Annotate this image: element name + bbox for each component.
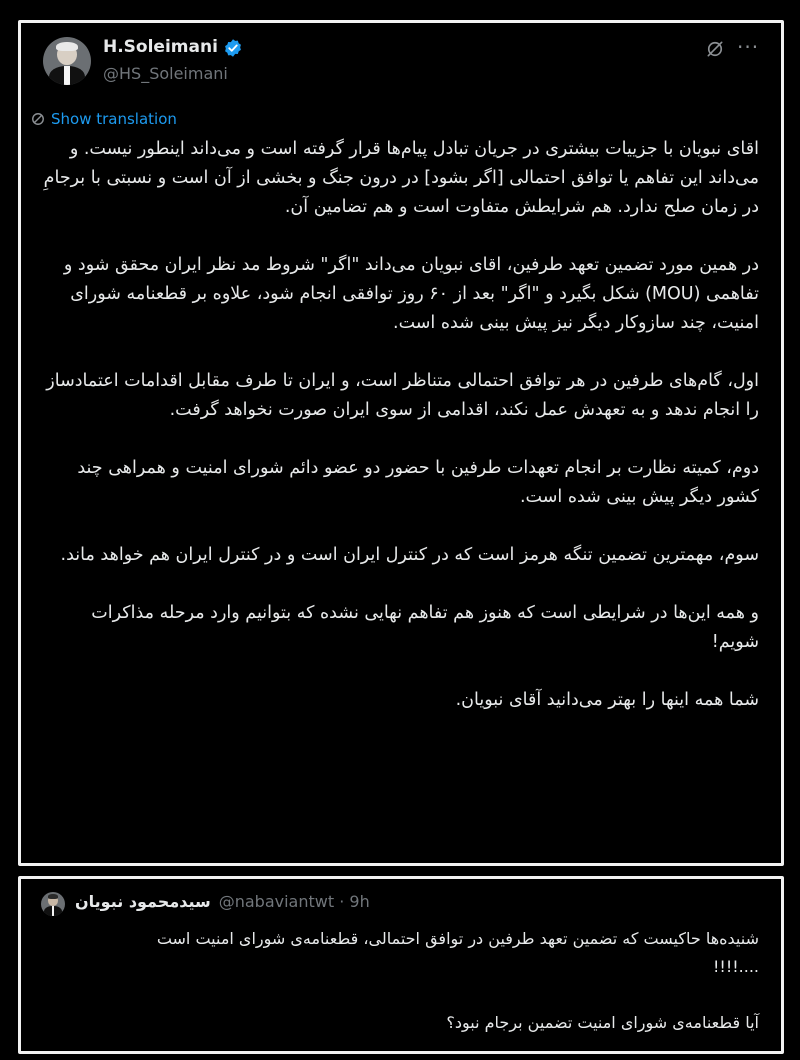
tweet-paragraph: دوم، کمیته نظارت بر انجام تعهدات طرفین با حضور دو عضو دائم شورای امنیت و همراهی چند کشور دیگر پیش بینی شده است.	[77, 458, 759, 507]
more-options-icon[interactable]: ···	[737, 35, 760, 59]
verified-badge-icon	[223, 38, 243, 58]
quoted-line: شنیده‌ها حاکیست که تضمین تعهد طرفین در توافق احتمالی، قطعنامه‌ی شورای امنیت است	[156, 929, 759, 948]
author-avatar[interactable]	[43, 37, 91, 85]
quoted-tweet-header	[75, 892, 370, 911]
show-translation-link[interactable]	[31, 110, 177, 128]
translate-icon	[31, 112, 45, 126]
quoted-author-name[interactable]: سیدمحمود نبویان	[75, 892, 211, 911]
meta-separator: ·	[339, 892, 345, 911]
quoted-tweet-card[interactable]	[18, 876, 784, 1054]
quoted-line: !!!!....	[713, 957, 759, 976]
tweet-text	[39, 135, 759, 715]
quoted-tweet-text	[39, 925, 759, 1037]
quoted-author-handle[interactable]: @nabaviantwt	[218, 892, 335, 911]
tweet-paragraph: و همه این‌ها در شرایطی است که هنوز هم تفاهم نهایی نشده که بتوانیم وارد مرحله مذاکرات شویم!	[91, 603, 759, 652]
quoted-line: آیا قطعنامه‌ی شورای امنیت تضمین برجام نبود؟	[446, 1013, 759, 1032]
show-translation-label[interactable]: Show translation	[51, 110, 177, 128]
author-handle[interactable]: @HS_Soleimani	[103, 64, 228, 83]
tweet-paragraph: در همین مورد تضمین تعهد طرفین، اقای نبویان می‌داند "اگر" شروط مد نظر ایران محقق شود و تفاهمی (MOU) شکل بگیرد و "اگر" بعد از ۶۰ روز توافقی انجام شود، علاوه بر قطعنامه شورای امنیت، چند سازوکار دیگر نیز پیش بینی شده است.	[63, 255, 759, 333]
tweet-paragraph: سوم، مهمترین تضمین تنگه هرمز است که در کنترل ایران است و در کنترل ایران هم خواهد ماند.	[60, 545, 759, 565]
tweet-paragraph: شما همه اینها را بهتر می‌دانید آقای نبویان.	[455, 690, 759, 710]
tweet-paragraph: اقای نبویان با جزییات بیشتری در جریان تبادل پیام‌ها قرار گرفته است و می‌داند اینطور نیست. و می‌داند این تفاهم یا توافق احتمالی [اگر بشود] در درون جنگ و بخشی از آن است و نسبتی با برجامِ در زمان صلح ندارد. هم شرایطش متفاوت است و هم تضامین آن.	[43, 139, 759, 217]
quoted-author-avatar[interactable]	[41, 892, 65, 916]
tweet-paragraph: اول، گام‌های طرفین در هر توافق احتمالی متناظر است، و ایران تا طرف مقابل اقدامات اعتمادساز را انجام ندهد و به تعهدش عمل نکند، اقدامی از سوی ایران صورت نخواهد گرفت.	[46, 371, 759, 420]
author-display-name[interactable]: H.Soleimani	[103, 37, 218, 57]
quoted-author-meta	[219, 892, 370, 911]
tweet-card	[18, 20, 784, 866]
quoted-tweet-time[interactable]: 9h	[349, 892, 370, 911]
grok-icon[interactable]	[705, 39, 725, 59]
